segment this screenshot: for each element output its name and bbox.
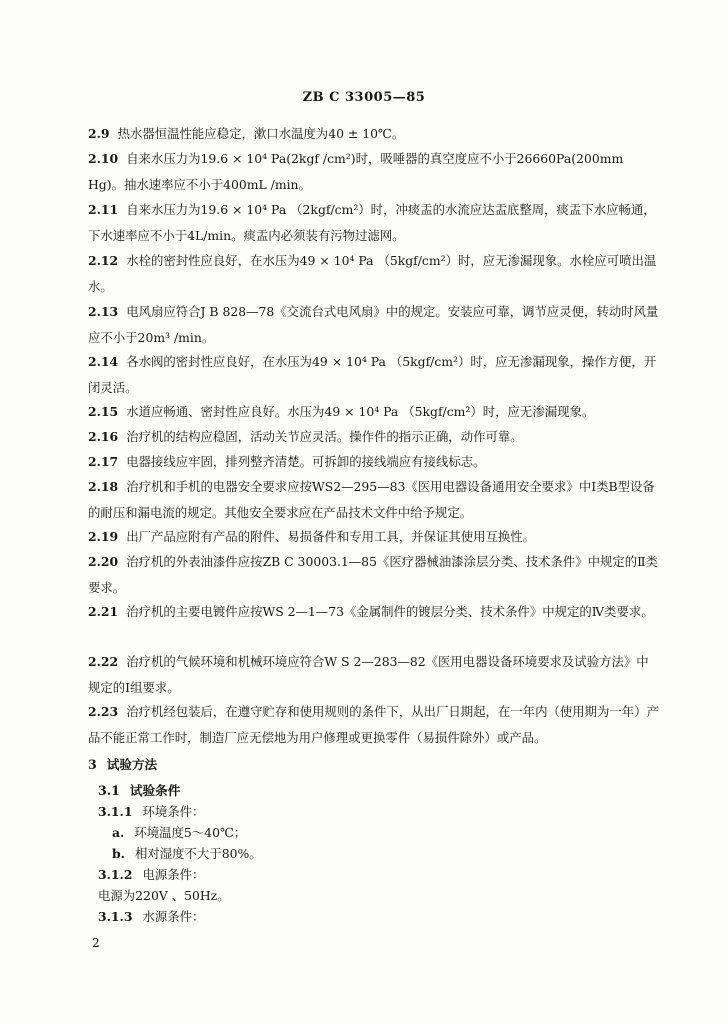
clause-number: 2.11: [88, 202, 119, 217]
clause-text: 水栓的密封性应良好，在水压为49 × 10⁴ Pa （5kgf/cm²）时，应无渗漏现象。水栓应可喷出温水。: [88, 253, 657, 294]
clause-2-14: [88, 349, 660, 401]
item-text: 相对湿度不大于80%。: [134, 846, 262, 861]
clause-2-10: [88, 146, 660, 198]
subsection-3-1-2: [98, 864, 204, 886]
section-number: 3.1: [98, 783, 120, 798]
clause-number: 2.19: [88, 529, 119, 544]
clause-number: 2.18: [88, 479, 119, 494]
clause-2-22: [88, 649, 660, 701]
clause-number: 2.17: [88, 454, 119, 469]
subsection-3-1-3: [98, 906, 204, 928]
section-number: 3: [88, 757, 97, 772]
clause-number: 2.12: [88, 253, 119, 268]
clause-number: 2.22: [88, 654, 119, 669]
clause-number: 2.15: [88, 404, 119, 419]
clause-2-15: [88, 399, 660, 425]
clause-text: 治疗机和手机的电器安全要求应按WS2—295—83《医用电器设备通用安全要求》中Ⅰ类B型设备的耐压和漏电流的规定。其他安全要求应在产品技术文件中给予规定。: [88, 479, 655, 520]
clause-number: 2.14: [88, 354, 119, 369]
clause-text: 出厂产品应附有产品的附件、易损备件和专用工具，并保证其使用互换性。: [126, 529, 536, 544]
clause-number: 2.20: [88, 554, 119, 569]
clause-2-11: [88, 197, 660, 249]
clause-2-17: [88, 449, 660, 475]
section-title: 环境条件：: [142, 804, 205, 819]
clause-number: 2.13: [88, 304, 119, 319]
clause-2-19: [88, 524, 660, 550]
item-label: b.: [112, 846, 125, 861]
section-title: 电源条件：: [142, 867, 205, 882]
section-number: 3.1.2: [98, 867, 133, 882]
section-title: 水源条件：: [142, 909, 205, 924]
page-number: 2: [92, 936, 100, 950]
clause-number: 2.10: [88, 151, 119, 166]
item-text: 环境温度5～40℃；: [134, 825, 247, 840]
clause-text: 治疗机的气候环境和机械环境应符合W S 2—283—82《医用电器设备环境要求及试验方法》中规定的Ⅰ组要求。: [88, 654, 649, 695]
clause-text: 电风扇应符合J B 828—78《交流台式电风扇》中的规定。安装应可靠，调节应灵便，转动时风量应不小于20m³ /min。: [88, 304, 659, 345]
clause-text: 热水器恒温性能应稳定，漱口水温度为40 ± 10℃。: [117, 126, 405, 141]
section-number: 3.1.1: [98, 804, 133, 819]
section-title: 试验方法: [106, 757, 158, 772]
item-label: a.: [112, 825, 125, 840]
clause-2-13: [88, 299, 660, 351]
clause-text: 水道应畅通、密封性应良好。水压为49 × 10⁴ Pa （5kgf/cm²）时，应无渗漏现象。: [126, 404, 595, 419]
clause-2-21: [88, 599, 660, 625]
clause-text: 治疗机的结构应稳固，活动关节应灵活。操作件的指示正确，动作可靠。: [126, 429, 523, 444]
clause-2-20: [88, 549, 660, 601]
clause-text: 自来水压力为19.6 × 10⁴ Pa （2kgf/cm²）时，冲痰盂的水流应达盂底整周，痰盂下水应畅通，下水速率应不小于4L/min。痰盂内必须装有污物过滤网。: [88, 202, 656, 243]
clause-number: 2.16: [88, 429, 119, 444]
section-3-heading: [88, 754, 157, 776]
item-3-1-1-b: [112, 843, 262, 865]
section-number: 3.1.3: [98, 909, 133, 924]
clause-text: 治疗机的外表油漆件应按ZB C 30003.1—85《医疗器械油漆涂层分类、技术条件》中规定的Ⅱ类要求。: [88, 554, 658, 595]
clause-text: 治疗机经包装后，在遵守贮存和使用规则的条件下，从出厂日期起，在一年内（使用期为一年）产品不能正常工作时，制造厂应无偿地为用户修理或更换零件（易损件除外）或产品。: [88, 704, 659, 745]
subsection-3-1-1: [98, 801, 204, 823]
clause-2-9: [88, 121, 660, 147]
clause-number: 2.21: [88, 604, 119, 619]
power-condition-text: 电源为220V 、50Hz。: [98, 888, 230, 903]
clause-2-16: [88, 424, 660, 450]
clause-text: 自来水压力为19.6 × 10⁴ Pa(2kgf /cm²)时，吸唾器的真空度应不小于26660Pa(200mm Hg)。抽水速率应不小于400mL /min。: [88, 151, 624, 192]
clause-text: 各水阀的密封性应良好，在水压为49 × 10⁴ Pa （5kgf/cm²）时，应无渗漏现象，操作方便，开闭灵活。: [88, 354, 657, 395]
clause-number: 2.9: [88, 126, 110, 141]
clause-2-23: [88, 699, 660, 751]
subsection-3-1: [98, 780, 180, 802]
clause-text: 电器接线应牢固，排列整齐清楚。可拆卸的接线端应有接线标志。: [126, 454, 486, 469]
section-title: 试验条件: [129, 783, 181, 798]
clause-number: 2.23: [88, 704, 119, 719]
clause-2-12: [88, 248, 660, 300]
clause-2-18: [88, 474, 660, 526]
page-header-code: ZB C 33005—85: [302, 90, 426, 105]
item-3-1-1-a: [112, 822, 246, 844]
clause-text: 治疗机的主要电镀件应按WS 2—1—73《金属制件的镀层分类、技术条件》中规定的Ⅳ类要求。: [126, 604, 654, 619]
